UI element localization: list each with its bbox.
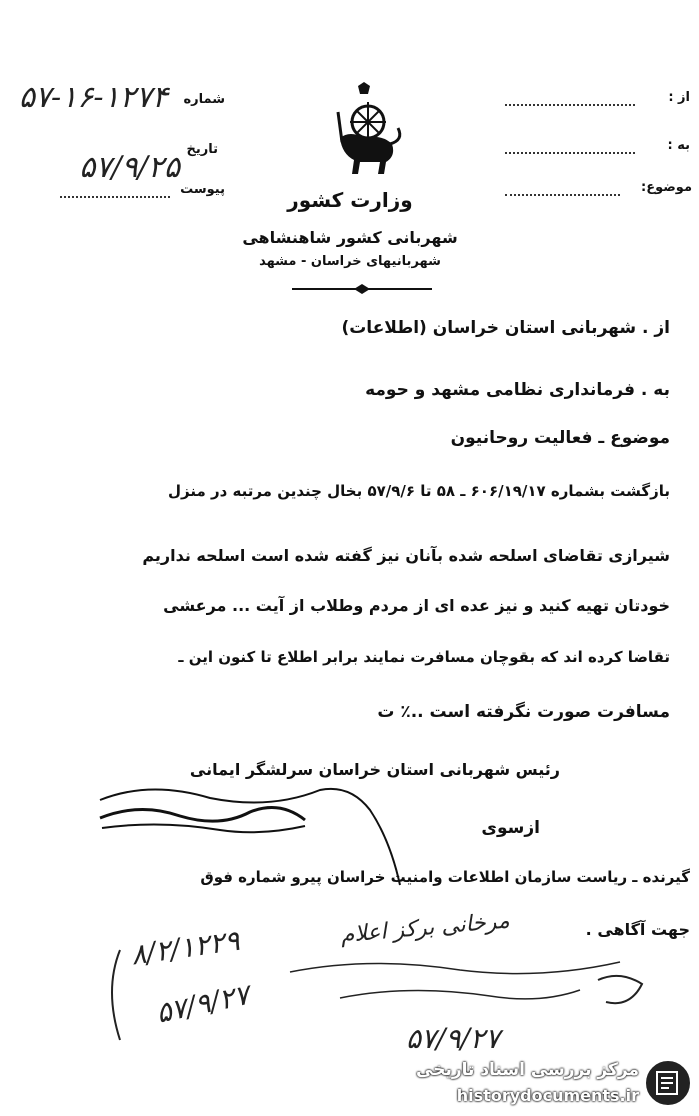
handwritten-note-1: مرخانی برکز اعلام xyxy=(339,908,511,949)
letter-subject: موضوع ـ فعالیت روحانیون xyxy=(450,428,670,448)
watermark-logo-icon xyxy=(643,1058,693,1108)
subject-dots xyxy=(505,194,620,196)
letter-to: به . فرمانداری نظامی مشهد و حومه xyxy=(365,380,670,400)
watermark-title: مرکز بررسی اسناد تاریخی xyxy=(416,1060,639,1080)
date-label: تاریخ xyxy=(186,142,218,157)
ministry-title: وزارت کشور xyxy=(287,188,413,212)
handwritten-scribble-lines xyxy=(280,950,660,1020)
letter-body-line-1: بازگشت بشماره ۶۰۶/۱۹/۱۷ ـ ۵۸ تا ۵۷/۹/۶ بخال چندین مرتبه در منزل xyxy=(167,482,670,500)
police-title: شهربانی کشور شاهنشاهی xyxy=(242,228,458,247)
attachment-label: پیوست xyxy=(180,182,225,197)
watermark xyxy=(405,1056,697,1112)
handwritten-bracket xyxy=(100,940,180,1050)
signatory: رئیس شهربانی استان خراسان سرلشگر ایمانی xyxy=(189,760,560,779)
header-divider xyxy=(292,284,432,294)
to-dots xyxy=(505,152,635,154)
to-label: به : xyxy=(667,138,690,153)
from-dots xyxy=(505,104,635,106)
handwritten-note-4: ۵۷/۹/۲۷ xyxy=(153,977,253,1030)
from-label: از : xyxy=(668,90,690,105)
letter-from: از . شهربانی استان خراسان (اطلاعات) xyxy=(341,318,670,338)
handwritten-note-2: ۵۷/۹/۲۷ xyxy=(405,1022,500,1055)
on-behalf-label: ازسوی xyxy=(481,818,540,838)
number-value: ۵۷-۱۶-۱۲۷۴ xyxy=(18,80,168,115)
handwritten-note-3: ۸/۲/۱۲۲۹ xyxy=(128,923,242,972)
lion-and-sun-emblem-icon xyxy=(320,82,410,182)
letter-body-line-2: شیرازی تقاضای اسلحه شده بآنان نیز گفته شده است اسلحه نداریم xyxy=(142,546,670,565)
letter-body-line-3: خودتان تهیه کنید و نیز عده ای از مردم وطلاب از آیت ... مرعشی xyxy=(163,596,670,615)
number-label: شماره xyxy=(183,92,225,107)
letter-body-line-5: مسافرت صورت نگرفته است ..٪ ت xyxy=(377,702,670,722)
for-info-label: جهت آگاهی . xyxy=(585,920,690,939)
office-title: شهربانیهای خراسان - مشهد xyxy=(259,254,441,269)
date-value: ۵۷/۹/۲۵ xyxy=(79,150,180,185)
recipient-line: گیرنده ـ ریاست سازمان اطلاعات وامنیت خراسان پیرو شماره فوق xyxy=(200,868,690,886)
subject-label: موضوع: xyxy=(641,180,692,195)
letter-body-line-4: تقاضا کرده اند که بقوچان مسافرت نمایند برابر اطلاع تا کنون این ـ xyxy=(178,648,670,666)
attachment-dots xyxy=(60,196,170,198)
watermark-url: historydocuments.ir xyxy=(456,1086,639,1105)
